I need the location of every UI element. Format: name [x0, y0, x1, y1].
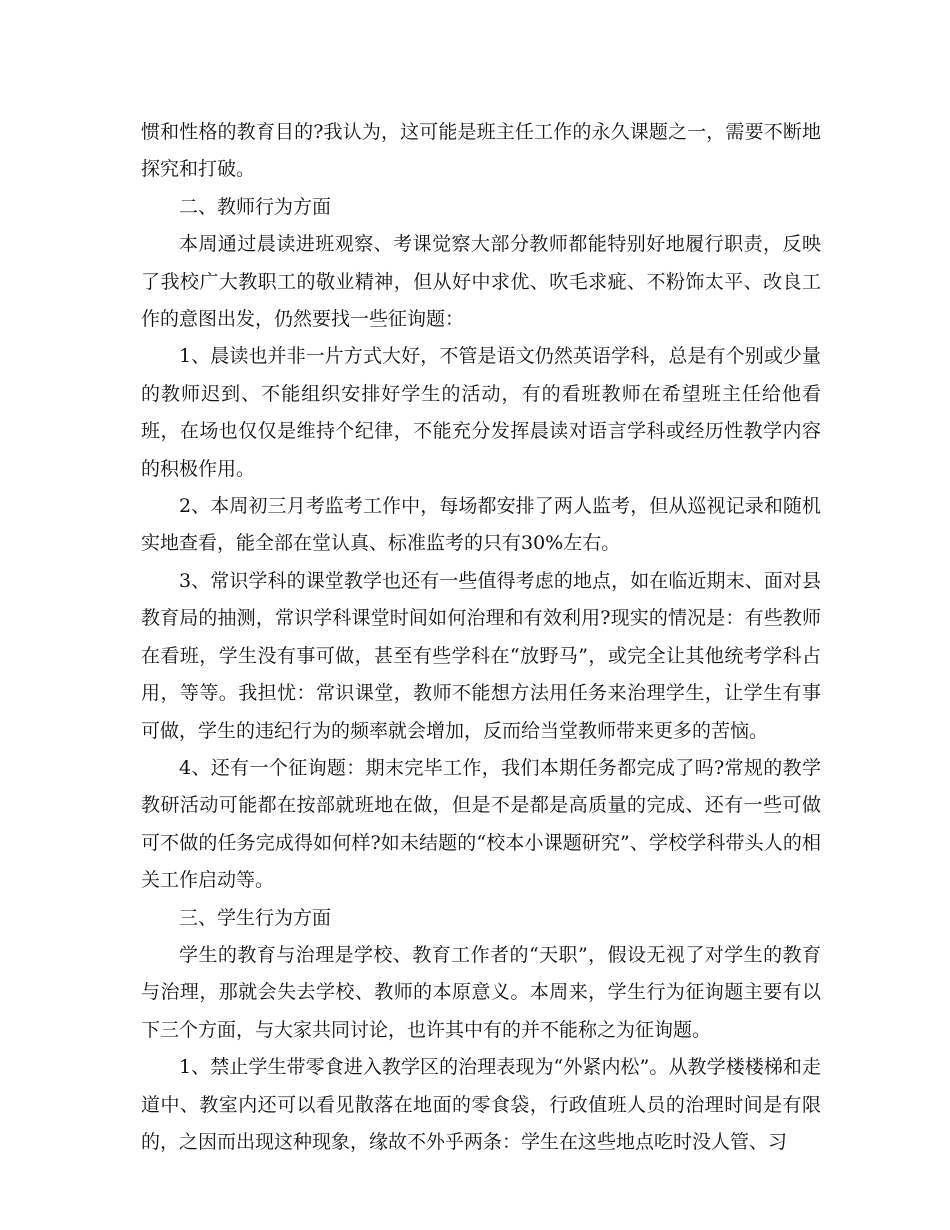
- list-item-3: 3、常识学科的课堂教学也还有一些值得考虑的地点，如在临近期末、面对县教育局的抽测，常识学科课堂时间如何治理和有效利用?现实的情况是：有些教师在看班，学生没有事可做，甚至有些学科在“放野马”，或完全让其他统考学科占用，等等。我担忧：常识课堂，教师不能想方法用任务来治理学生，让学生有事可做，学生的违纪行为的频率就会增加，反而给当堂教师带来更多的苦恼。: [141, 569, 821, 742]
- list-item-1: 1、晨读也并非一片方式大好，不管是语文仍然英语学科，总是有个别或少量的教师迟到、不能组织安排好学生的活动，有的看班教师在希望班主任给他看班，在场也仅仅是维持个纪律，不能充分发挥晨读对语言学科或经历性教学内容的积极作用。: [141, 345, 821, 480]
- paragraph-3: 本周通过晨读进班观察、考课觉察大部分教师都能特别好地履行职责，反映了我校广大教职工的敬业精神，但从好中求优、吹毛求疵、不粉饰太平、改良工作的意图出发，仍然要找一些征询题：: [141, 233, 821, 331]
- paragraph-9: 学生的教育与治理是学校、教育工作者的“天职”，假设无视了对学生的教育与治理，那就会失去学校、教师的本原意义。本周来，学生行为征询题主要有以下三个方面，与大家共同讨论，也许其中有的并不能称之为征询题。: [141, 943, 821, 1041]
- list-item-2: 2、本周初三月考监考工作中，每场都安排了两人监考，但从巡视记录和随机实地查看，能全部在堂认真、标准监考的只有30%左右。: [141, 495, 821, 555]
- document-body: [141, 114, 821, 1161]
- section-heading-teacher-behavior: 二、教师行为方面: [179, 195, 332, 218]
- list-item-4: 4、还有一个征询题：期末完毕工作，我们本期任务都完成了吗?常规的教学教研活动可能都在按部就班地在做，但是不是都是高质量的完成、还有一些可做可不做的任务完成得如何样?如未结题的“校本小课题研究”、学校学科带头人的相关工作启动等。: [141, 756, 821, 892]
- paragraph-1: 惯和性格的教育目的?我认为，这可能是班主任工作的永久课题之一，需要不断地探究和打破。: [141, 121, 821, 181]
- list-item-5: 1、禁止学生带零食进入教学区的治理表现为“外紧内松”。从教学楼楼梯和走道中、教室内还可以看见散落在地面的零食袋，行政值班人员的治理时间是有限的，之因而出现这种现象，缘故不外乎两条：学生在这些地点吃时没人管、习: [141, 1056, 821, 1153]
- section-heading-student-behavior: 三、学生行为方面: [179, 906, 332, 929]
